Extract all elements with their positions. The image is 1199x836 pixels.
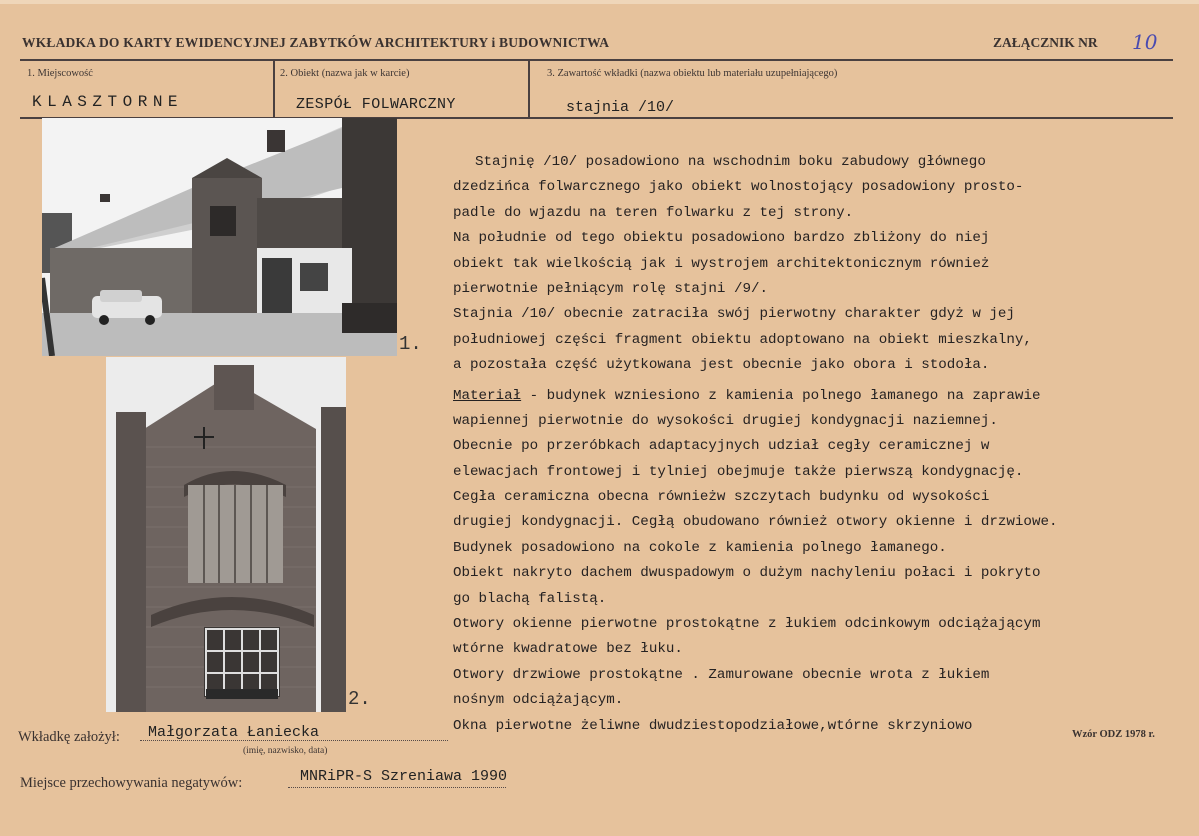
material-line: Budynek posadowiono na cokole z kamienia polnego łamanego. [453, 539, 947, 556]
photo-1-number: 1. [399, 333, 422, 355]
description-line: południowej części fragment obiektu adoptowano na obiekt mieszkalny, [453, 331, 1032, 348]
description-line: obiekt tak wielkością jak i wystrojem architektonicznym również [453, 255, 990, 272]
description-line: pierwotnie pełniącym rolę stajni /9/. [453, 280, 769, 297]
place-label: 1. Miejscowość [27, 68, 93, 79]
card-top-edge [0, 0, 1199, 4]
photo-1 [42, 118, 397, 356]
place-value: KLASZTORNE [32, 93, 184, 111]
form-code: Wzór ODZ 1978 r. [1072, 729, 1155, 740]
content-label: 3. Zawartość wkładki (nazwa obiektu lub materiału uzupełniającego) [547, 68, 838, 79]
card-title: WKŁADKA DO KARTY EWIDENCYJNEJ ZABYTKÓW ARCHITEKTURY i BUDOWNICTWA [22, 35, 610, 50]
description-line: Stajnia /10/ obecnie zatraciła swój pierwotny charakter gdyż w jej [453, 306, 1015, 323]
object-label: 2. Obiekt (nazwa jak w karcie) [280, 68, 410, 79]
material-line: Otwory drzwiowe prostokątne . Zamurowane obecnie wrota z łukiem [453, 666, 990, 683]
material-line: go blachą falistą. [453, 590, 607, 607]
photo-2 [106, 357, 346, 712]
field-divider-1 [273, 60, 275, 118]
founder-label: Wkładkę założył: [18, 729, 120, 745]
founder-name: Małgorzata Łaniecka [148, 724, 320, 741]
object-value: ZESPÓŁ FOLWARCZNY [296, 96, 456, 113]
material-line: Cegła ceramiczna obecna równieżw szczytach budynku od wysokości [453, 489, 990, 506]
material-line: Obiekt nakryto dachem dwuspadowym o dużym nachyleniu połaci i pokryto [453, 565, 1041, 582]
material-line: wapiennej pierwotnie do wysokości drugiej kondygnacji naziemnej. [453, 412, 998, 429]
negatives-label: Miejsce przechowywania negatywów: [20, 775, 243, 791]
photo-2-number: 2. [348, 688, 371, 710]
material-heading: Materiał [453, 387, 522, 404]
material-line: Obecnie po przeróbkach adaptacyjnych udział cegły ceramicznej w [453, 438, 990, 455]
negatives-value: MNRiPR-S Szreniawa 1990 [300, 768, 508, 785]
description-line: Stajnię /10/ posadowiono na wschodnim boku zabudowy głównego [475, 154, 986, 170]
description-line: dzedzińca folwarcznego jako obiekt wolnostojący posadowiony prosto- [453, 179, 1024, 196]
material-line: nośnym odciążającym. [453, 692, 624, 709]
material-line: elewacjach frontowej i tylniej obejmuje także pierwszą kondygnację. [453, 463, 1024, 480]
header-rule [20, 59, 1173, 61]
content-value: stajnia /10/ [566, 99, 675, 116]
annex-number: 10 [1132, 30, 1158, 54]
material-first-line [453, 384, 1193, 409]
description-line: Na południe od tego obiektu posadowiono bardzo zbliżony do niej [453, 230, 990, 247]
negatives-dotted-line [288, 787, 506, 788]
description-text [453, 150, 1193, 739]
material-line: drugiej kondygnacji. Cegłą obudowano również otwory okienne i drzwiowe. [453, 514, 1058, 531]
material-first-line-rest: - budynek wzniesiono z kamienia polnego łamanego na zaprawie [521, 387, 1041, 404]
material-line: Okna pierwotne żeliwne dwudziestopodziałowe,wtórne skrzyniowo [453, 717, 973, 734]
annex-label: ZAŁĄCZNIK NR [993, 35, 1098, 50]
material-line: Otwory okienne pierwotne prostokątne z łukiem odcinkowym odciążającym [453, 616, 1041, 633]
founder-sublabel: (imię, nazwisko, data) [243, 746, 328, 756]
description-line: a pozostała część użytkowana jest obecnie jako obora i stodoła. [453, 357, 990, 374]
material-line: wtórne kwadratowe bez łuku. [453, 641, 683, 658]
description-line: padle do wjazdu na teren folwarku z tej strony. [453, 204, 854, 221]
field-divider-2 [528, 60, 530, 118]
